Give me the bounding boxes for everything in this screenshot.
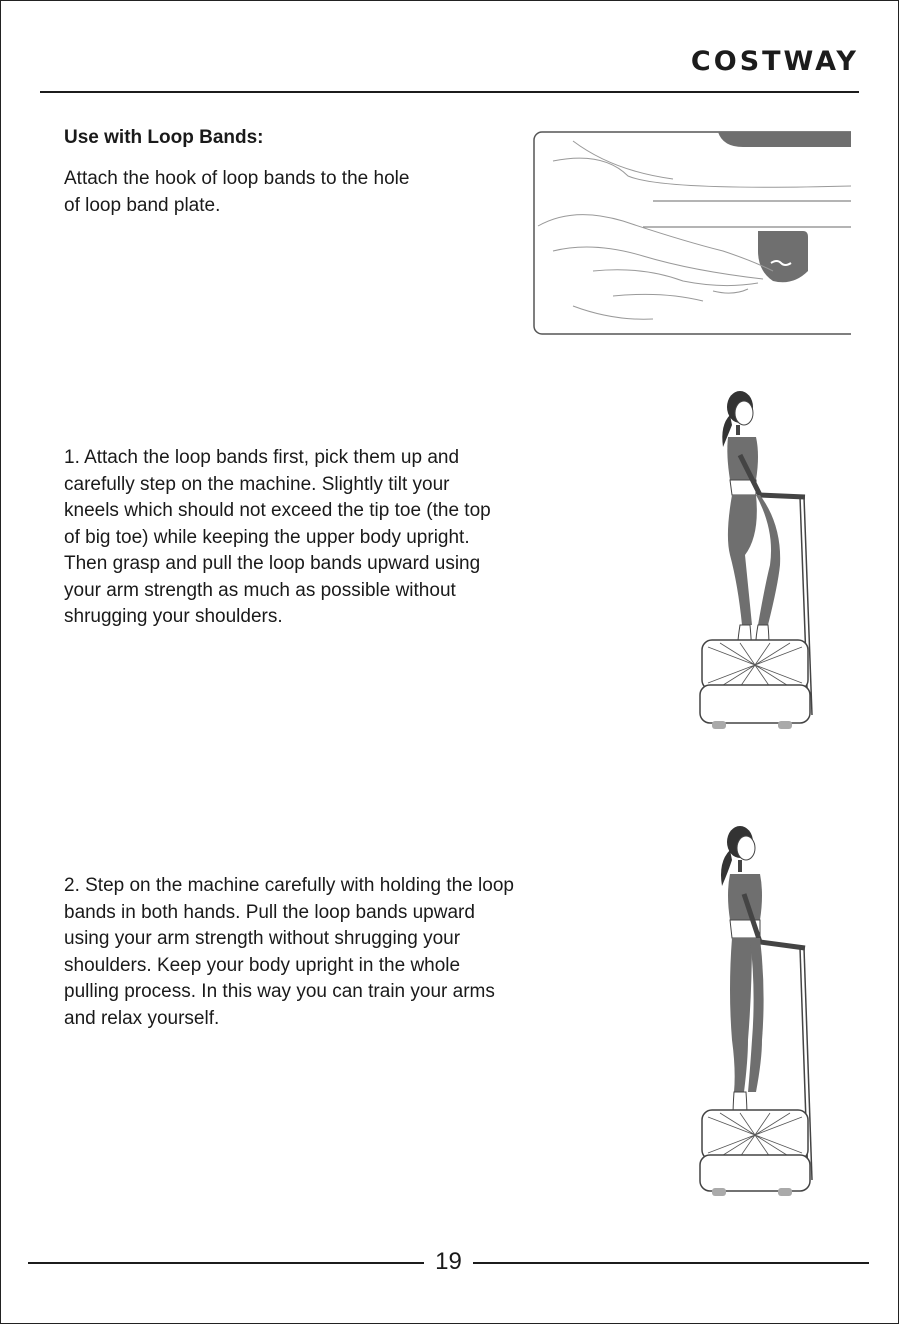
intro-text: Attach the hook of loop bands to the hole of loop band plate.: [64, 168, 410, 216]
brand-logo: COSTWAY: [690, 46, 859, 77]
exercise-figure-squat: [690, 385, 820, 735]
header-divider: [40, 91, 859, 93]
step-1-text: 1. Attach the loop bands first, pick them up and carefully step on the machine. Slightly tilt your kneels which should not exceed the tip toe (the top of big toe) while keeping the upper body upright. Then grasp and pull the loop bands upward using your arm strength as much as possible without shrugging your shoulders.: [64, 447, 491, 627]
footer-rule-right: [473, 1262, 869, 1264]
exercise-figure-standing: [690, 820, 820, 1200]
section-title: Use with Loop Bands:: [64, 127, 264, 148]
step-2-text: 2. Step on the machine carefully with holding the loop bands in both hands. Pull the loop bands upward using your arm strength without shrugging your shoulders. Keep your body upright in the whole pulling process. In this way you can train your arms and relax yourself.: [64, 875, 514, 1029]
loop-band-hook-illustration: [533, 131, 851, 335]
footer-rule-left: [28, 1262, 424, 1264]
page-number: 19: [435, 1248, 462, 1275]
